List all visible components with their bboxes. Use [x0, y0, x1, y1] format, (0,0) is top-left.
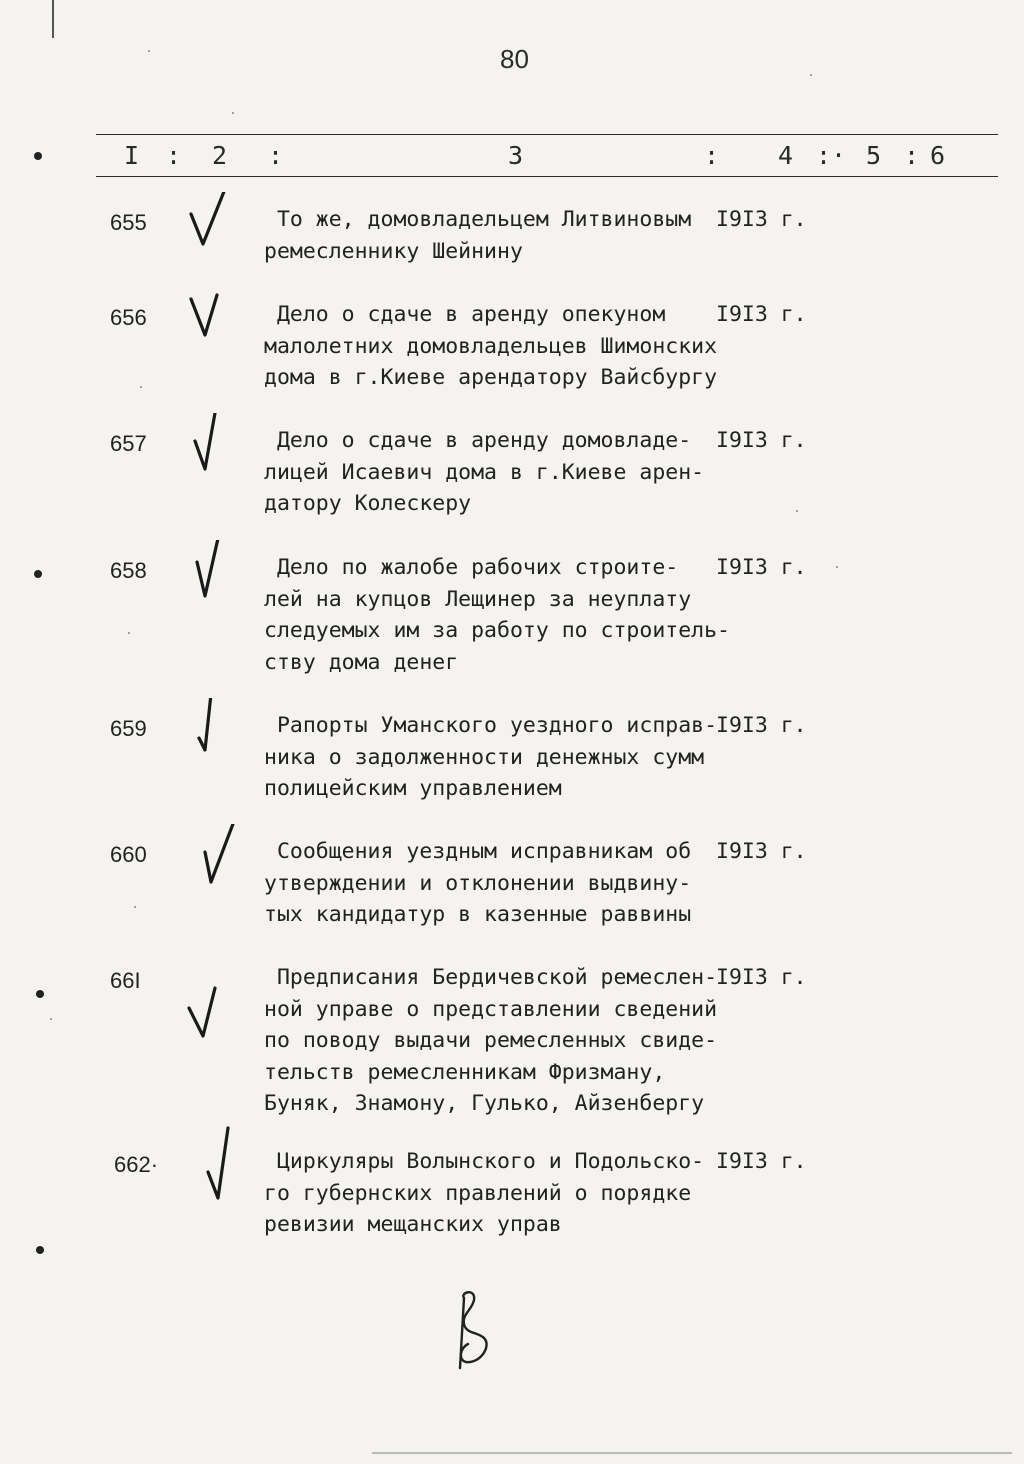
entry-number: 655 [110, 210, 147, 235]
entry-description: Рапорты Уманского уездного исправ- ника о задолженности денежных сумм полицейским управлением [264, 713, 718, 801]
margin-hole-icon [34, 152, 42, 160]
column-separator: :· [816, 141, 847, 170]
column-header-6: 6 [930, 141, 946, 170]
handwritten-mark-icon [450, 1288, 510, 1372]
entry-year: I9I3 г. [716, 207, 807, 232]
column-separator: : [704, 141, 720, 170]
entry-description: Дело о сдаче в аренду домовладе- лицей Исаевич дома в г.Киеве арен- датору Колескеру [264, 428, 705, 516]
column-header-5: 5 [866, 141, 882, 170]
margin-hole-icon [36, 1246, 44, 1254]
entry-description: Сообщения уездным исправникам об утверждении и отклонении выдвину- тых кандидатур в казенные раввины [264, 839, 692, 927]
scan-speck [810, 74, 812, 76]
column-separator: : [904, 141, 920, 170]
entry-year: I9I3 г. [716, 1149, 807, 1174]
entry-number: 656 [110, 305, 147, 330]
entry-number: 662· [114, 1152, 159, 1177]
checkmark-icon [185, 824, 245, 888]
scan-speck [836, 566, 838, 568]
column-header-1: I [124, 141, 140, 170]
scan-speck [232, 112, 234, 114]
scan-speck [128, 632, 130, 634]
scan-edge-line [372, 1452, 1012, 1454]
scan-speck [50, 1018, 52, 1020]
checkmark-icon [185, 192, 245, 256]
scan-speck [148, 50, 150, 52]
checkmark-icon [185, 698, 245, 762]
column-header-3: 3 [508, 141, 524, 170]
entry-number: 658 [110, 558, 147, 583]
scan-speck [140, 386, 142, 388]
entry-number: 66I [110, 968, 141, 993]
margin-hole-icon [34, 570, 42, 578]
checkmark-icon [196, 1126, 256, 1202]
scan-speck [796, 510, 798, 512]
checkmark-icon [185, 976, 245, 1040]
margin-hole-icon [36, 990, 44, 998]
column-separator: : [268, 141, 284, 170]
scan-edge-line [52, 0, 54, 38]
page-number: 80 [500, 44, 529, 74]
entry-description: Циркуляры Волынского и Подольско- го губернских правлений о порядке ревизии мещанских управ [264, 1149, 705, 1237]
entry-number: 657 [110, 431, 147, 456]
entry-description: То же, домовладельцем Литвиновым ремесленнику Шейнину [264, 207, 692, 264]
entry-year: I9I3 г. [716, 839, 807, 864]
entry-description: Предписания Бердичевской ремеслен- ной управе о представлении сведений по поводу выдачи ремесленных свиде- тельств ремесленникам Фризману, Буняк, Знамону, Гулько, Айзенбергу [264, 965, 718, 1116]
checkmark-icon [185, 413, 245, 477]
entry-description: Дело о сдаче в аренду опекуном малолетних домовладельцев Шимонских дома в г.Киеве арендатору Вайсбургу [264, 302, 718, 390]
entry-number: 659 [110, 716, 147, 741]
scan-speck [134, 906, 136, 908]
checkmark-icon [185, 287, 245, 351]
entry-year: I9I3 г. [716, 555, 807, 580]
entry-year: I9I3 г. [716, 713, 807, 738]
entry-year: I9I3 г. [716, 965, 807, 990]
entry-year: I9I3 г. [716, 302, 807, 327]
column-header-4: 4 [778, 141, 794, 170]
checkmark-icon [185, 540, 245, 604]
column-header-2: 2 [212, 141, 228, 170]
entry-number: 660 [110, 842, 147, 867]
entry-year: I9I3 г. [716, 428, 807, 453]
entry-description: Дело по жалобе рабочих строите- лей на купцов Лещинер за неуплату следуемых им за работу по строитель- ству дома денег [264, 555, 730, 675]
column-separator: : [166, 141, 182, 170]
